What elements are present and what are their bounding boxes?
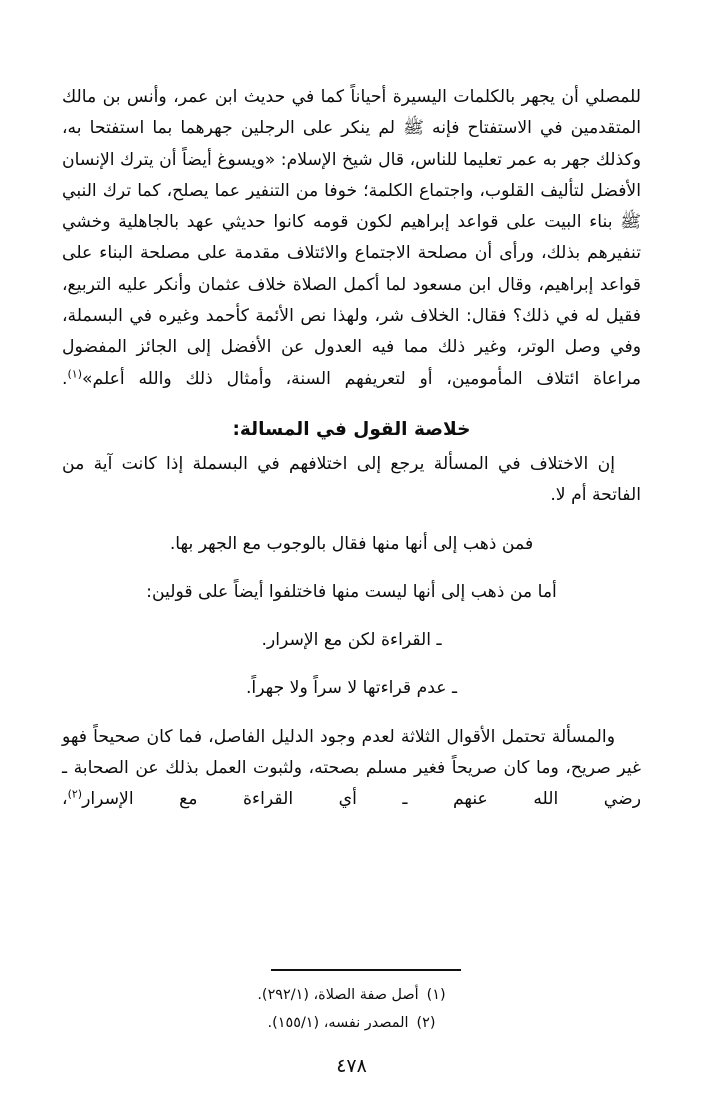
spacer	[62, 560, 641, 577]
footnote-row	[62, 981, 641, 1009]
section-heading: خلاصة القول في المسالة:	[232, 418, 471, 440]
spacer	[62, 512, 641, 529]
footnote-text: المصدر نفسه، (١٥٥/١).	[267, 1014, 409, 1031]
spacer	[62, 608, 641, 625]
spacer-flexible	[62, 816, 641, 969]
spacer	[62, 656, 641, 673]
footnote-number: (١)	[426, 986, 446, 1003]
footnote-number: (٢)	[416, 1014, 436, 1031]
paragraph-summary-1: إن الاختلاف في المسألة يرجع إلى اختلافهم في البسملة إذا كانت آية من الفاتحة أم لا.	[62, 453, 641, 506]
paragraph-main-quote: للمصلي أن يجهر بالكلمات اليسيرة أحياناً كما في حديث ابن عمر، وأنس بن مالك المتقدمين في الاستفتاح فإنه ﷺ لم ينكر على الرجلين جهرهما بما استفتحا به، وكذلك جهر به عمر تعليما للناس، قال شيخ الإسلام: «ويسوغ أيضاً أن يترك الإنسان الأفضل لتأليف القلوب، واجتماع الكلمة؛ خوفا من التنفير عما يصلح، كما ترك النبي ﷺ بناء البيت على قواعد إبراهيم لكون قومه كانوا حديثي عهد بالجاهلية وخشي تنفيرهم بذلك، ورأى أن مصلحة الاجتماع والائتلاف مقدمة على مصلحة البناء على قواعد إبراهيم، وقال ابن مسعود لما أكمل الصلاة خلاف عثمان وأنكر عليه التربيع، فقيل له في ذلك؟ فقال: الخلاف شر، ولهذا نص الأئمة كأحمد وغيره في البسملة، وفي وصل الوتر، وغير ذلك مما فيه العدول عن الأفضل إلى الجائز المفضول مراعاة ائتلاف المأمومين، أو لتعريفهم السنة، وأمثال ذلك والله أعلم»$^{(١)}$.	[62, 87, 641, 389]
page-number: ٤٧٨	[336, 1055, 367, 1077]
spacer	[62, 440, 641, 449]
paragraph-conclusion-text: والمسألة تحتمل الأقوال الثلاثة لعدم وجود الدليل الفاصل، فما كان صحيحاً فهو غير صريح، وما كان صريحاً فغير مسلم بصحته، ولثبوت العمل بذلك عن الصحابة ـ رضي الله عنهم ـ أي القراءة مع الإسرار	[62, 726, 641, 810]
list-item-2: ـ عدم قراءتها لا سراً ولا جهراً.	[245, 678, 458, 699]
footnote-marker-1: (١)	[67, 366, 82, 380]
paragraph-main-quote-text: للمصلي أن يجهر بالكلمات اليسيرة أحياناً كما في حديث ابن عمر، وأنس بن مالك المتقدمين في الاستفتاح فإنه ﷺ لم ينكر على الرجلين جهرهما بما استفتحا به، وكذلك جهر به عمر تعليما للناس، قال شيخ الإسلام: «ويسوغ أيضاً أن يترك الإنسان الأفضل لتأليف القلوب، واجتماع الكلمة؛ خوفا من التنفير عما يصلح، كما ترك النبي ﷺ بناء البيت على قواعد إبراهيم لكون قومه كانوا حديثي عهد بالجاهلية وخشي تنفيرهم بذلك، ورأى أن مصلحة الاجتماع والائتلاف مقدمة على مصلحة البناء على قواعد إبراهيم، وقال ابن مسعود لما أكمل الصلاة خلاف عثمان وأنكر عليه التربيع، فقيل له في ذلك؟ فقال: الخلاف شر، ولهذا نص الأئمة كأحمد وغيره في البسملة، وفي وصل الوتر، وغير ذلك مما فيه العدول عن الأفضل إلى الجائز المفضول مراعاة ائتلاف المأمومين، أو لتعريفهم السنة، وأمثال ذلك والله أعلم»	[62, 87, 641, 389]
paragraph-conclusion: والمسألة تحتمل الأقوال الثلاثة لعدم وجود الدليل الفاصل، فما كان صحيحاً فهو غير صريح، وما كان صريحاً فغير مسلم بصحته، ولثبوت العمل بذلك عن الصحابة ـ رضي الله عنهم ـ أي القراءة مع الإسرار$^{(٢)}$،	[62, 726, 641, 810]
footnote-text: أصل صفة الصلاة، (٢٩٢/١).	[257, 986, 419, 1003]
paragraph-summary-3: أما من ذهب إلى أنها ليست منها فاختلفوا أيضاً على قولين:	[146, 581, 557, 602]
footnote-row	[62, 1009, 641, 1037]
list-item-1: ـ القراءة لكن مع الإسرار.	[261, 630, 442, 651]
spacer	[62, 395, 641, 419]
footnote-marker-2: (٢)	[67, 787, 83, 801]
footnote-separator	[271, 969, 461, 971]
footnotes-block	[62, 981, 641, 1037]
spacer	[62, 705, 641, 722]
paragraph-summary-2: فمن ذهب إلى أنها منها فقال بالوجوب مع الجهر بها.	[169, 533, 534, 554]
